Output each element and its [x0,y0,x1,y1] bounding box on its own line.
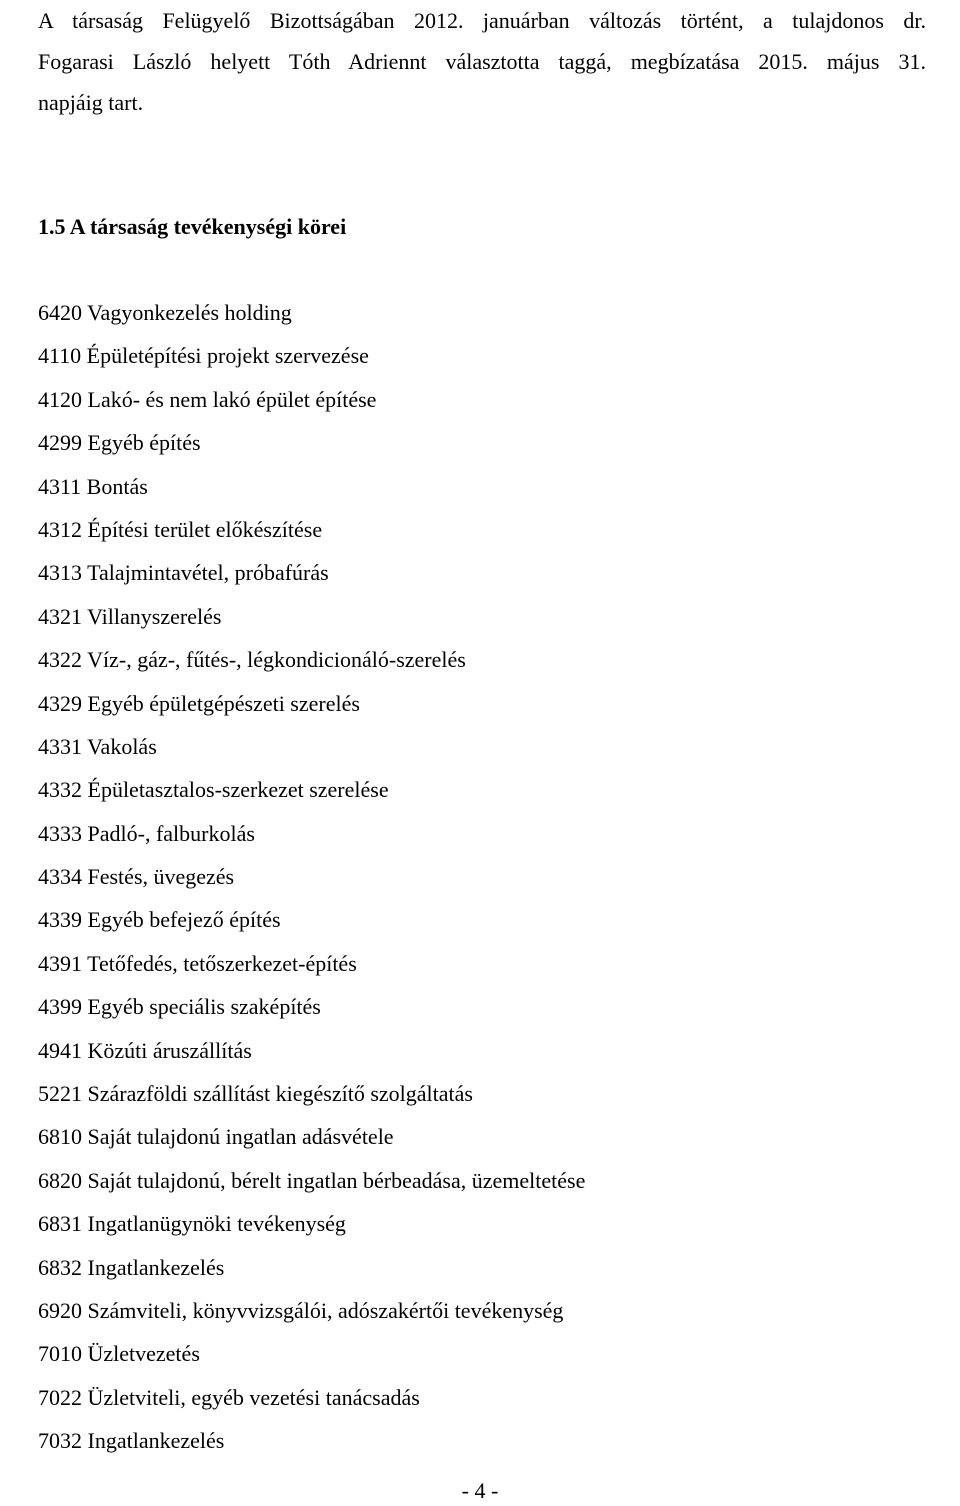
activity-item: 4120 Lakó- és nem lakó épület építése [38,386,377,412]
page-number: - 4 - [461,1478,499,1503]
intro-line: napjáig tart. [38,90,144,115]
activity-item: 4312 Építési terület előkészítése [38,516,323,542]
activity-item: 6420 Vagyonkezelés holding [38,300,292,325]
activity-item: 4329 Egyéb épületgépészeti szerelés [38,690,360,716]
activity-item: 7010 Üzletvezetés [38,1341,200,1367]
section-heading: 1.5 A társaság tevékenységi körei [38,214,347,239]
activity-item: 4299 Egyéb építés [38,430,201,456]
activity-item: 4110 Épületépítési projekt szervezése [38,343,369,369]
activity-item: 4333 Padló-, falburkolás [38,820,255,846]
activity-item: 4331 Vakolás [38,733,157,759]
activity-item: 4391 Tetőfedés, tetőszerkezet-építés [38,950,357,976]
activity-item: 6820 Saját tulajdonú, bérelt ingatlan bérbeadása, üzemeltetése [38,1167,586,1193]
activity-item: 4334 Festés, üvegezés [38,864,235,890]
activity-item: 4313 Talajmintavétel, próbafúrás [38,560,329,586]
intro-line: A társaság Felügyelő Bizottságában 2012. januárban változás történt, a tulajdonos dr. [38,8,926,33]
activity-item: 4399 Egyéb speciális szaképítés [38,994,321,1020]
activity-list [38,298,585,1470]
activity-item: 4332 Épületasztalos-szerkezet szerelése [38,777,389,803]
activity-item: 5221 Szárazföldi szállítást kiegészítő szolgáltatás [38,1081,473,1107]
intro-line: Fogarasi László helyett Tóth Adriennt választotta taggá, megbízatása 2015. május 31. [38,49,926,74]
activity-item: 6810 Saját tulajdonú ingatlan adásvétele [38,1124,394,1150]
activity-item: 6831 Ingatlanügynöki tevékenység [38,1211,346,1237]
activity-item: 4321 Villanyszerelés [38,603,222,629]
activity-item: 7032 Ingatlankezelés [38,1428,225,1454]
activity-item: 6920 Számviteli, könyvvizsgálói, adószakértői tevékenység [38,1297,564,1323]
activity-item: 4941 Közúti áruszállítás [38,1037,252,1063]
activity-item: 4311 Bontás [38,473,148,499]
activity-item: 7022 Üzletviteli, egyéb vezetési tanácsadás [38,1384,420,1410]
activity-item: 4339 Egyéb befejező építés [38,907,281,933]
activity-item: 6832 Ingatlankezelés [38,1254,225,1280]
activity-item: 4322 Víz-, gáz-, fűtés-, légkondicionáló-szerelés [38,647,466,673]
intro-paragraph [38,0,926,123]
